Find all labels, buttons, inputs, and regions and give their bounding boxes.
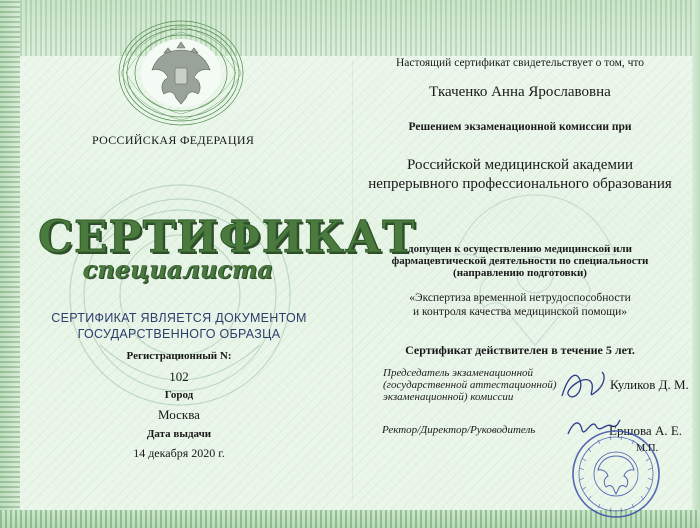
chair-role-line-3: экзаменационной) комиссии	[383, 391, 514, 403]
country-title: РОССИЙСКАЯ ФЕДЕРАЦИЯ	[92, 133, 255, 147]
rector-role: Ректор/Директор/Руководитель	[382, 424, 536, 436]
commission-chair-role	[383, 367, 573, 403]
admission-line-3: (направлению подготовки)	[453, 267, 587, 279]
issue-date-label: Дата выдачи	[146, 428, 212, 440]
specialty-text	[350, 291, 690, 319]
guilloche-top-border	[0, 0, 700, 56]
certificate-subtitle: специалиста	[82, 255, 274, 284]
city-value: Москва	[158, 407, 200, 422]
admission-line-1: допущен к осуществлению медицинской или	[408, 243, 632, 255]
guilloche-right-border	[692, 0, 700, 528]
statement-line-1: СЕРТИФИКАТ ЯВЛЯЕТСЯ ДОКУМЕНТОМ	[51, 311, 307, 325]
chair-role-line-2: (государственной аттестационной)	[383, 379, 557, 391]
commission-chair-name: Куликов Д. М.	[610, 377, 689, 392]
specialty-line-1: «Экспертиза временной нетрудоспособности	[409, 292, 631, 304]
guilloche-left-border	[0, 0, 20, 528]
coat-of-arms-icon	[116, 18, 246, 128]
organization-line-1: Российской медицинской академии	[406, 157, 634, 173]
specialty-line-2: и контроля качества медицинской помощи»	[412, 306, 628, 318]
seal-place-label: М.П.	[636, 443, 659, 454]
issue-date-value: 14 декабря 2020 г.	[133, 446, 225, 460]
official-seal-icon	[570, 428, 662, 520]
chair-role-line-1: Председатель экзаменационной	[383, 367, 534, 379]
registration-number: 102	[169, 369, 189, 384]
admission-line-2: фармацевтической деятельности по специальности	[391, 255, 649, 267]
certificate-title: СЕРТИФИКАТ	[38, 212, 416, 263]
city-label: Город	[164, 389, 194, 401]
organization-line-2: непрерывного профессионального образования	[368, 176, 672, 192]
statement-line-2: ГОСУДАРСТВЕННОГО ОБРАЗЦА	[77, 327, 281, 341]
registration-label: Регистрационный N:	[126, 350, 232, 362]
validity-text: Сертификат действителен в течение 5 лет.	[405, 343, 635, 357]
admission-text	[350, 243, 690, 279]
intro-text: Настоящий сертификат свидетельствует о том, что	[395, 57, 645, 69]
chair-signature	[558, 366, 610, 406]
decision-text: Решением экзаменационной комиссии при	[408, 121, 632, 133]
holder-full-name: Ткаченко Анна Ярославовна	[429, 84, 611, 100]
rector-name: Ершова А. Е.	[609, 423, 683, 438]
state-document-statement	[22, 310, 336, 342]
